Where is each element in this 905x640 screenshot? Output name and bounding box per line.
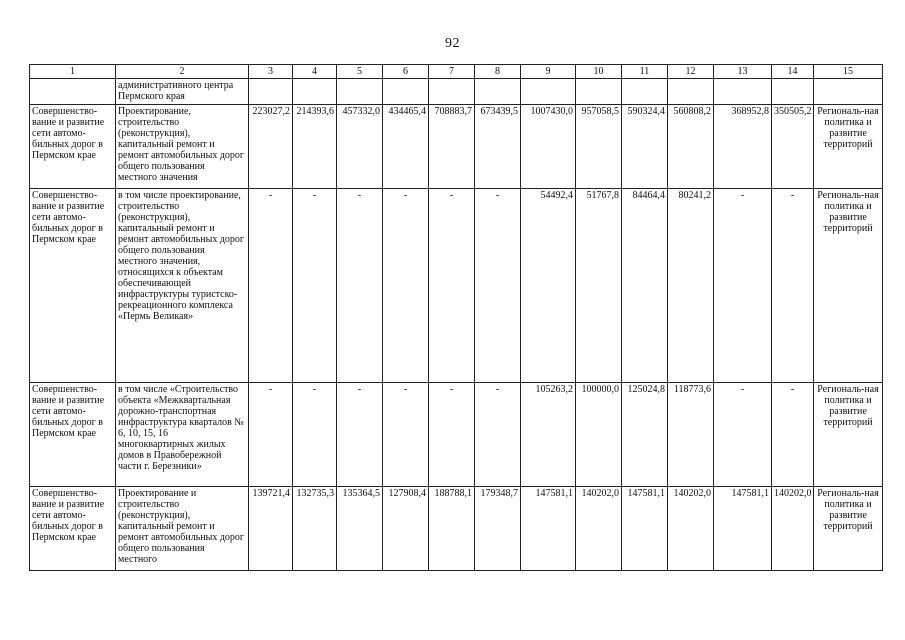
value-cell: 139721,4 xyxy=(249,487,293,571)
table-row xyxy=(30,383,883,487)
value-cell: - xyxy=(383,383,429,487)
responsible-cell: Региональ-ная политика и развитие территорий xyxy=(814,383,883,487)
budget-table xyxy=(29,64,883,571)
value-cell: - xyxy=(293,189,337,383)
column-header-11: 11 xyxy=(622,65,668,79)
value-cell: 350505,2 xyxy=(772,105,814,189)
responsible-cell: Региональ-ная политика и развитие территорий xyxy=(814,189,883,383)
page-number: 92 xyxy=(445,36,460,51)
measure-cell: Проектирование, строительство (реконструкция), капитальный ремонт и ремонт автомобильных дорог общего пользования местного значения xyxy=(116,105,249,189)
measure-cell: в том числе проектирование, строительство (реконструкция), капитальный ремонт и ремонт автомобильных дорог общего пользования местного значения, относящихся к объектам обеспечивающей инфраструктуры туристско-рекреационного комплекса «Пермь Великая» xyxy=(116,189,249,383)
continuation-row xyxy=(30,79,883,105)
value-cell: 434465,4 xyxy=(383,105,429,189)
value-cell: 214393,6 xyxy=(293,105,337,189)
column-number-row xyxy=(30,65,883,79)
value-cell: 560808,2 xyxy=(668,105,714,189)
value-cell: - xyxy=(383,189,429,383)
value-cell: 957058,5 xyxy=(576,105,622,189)
continuation-empty-cell xyxy=(429,79,475,105)
table-row xyxy=(30,189,883,383)
responsible-cell: Региональ-ная политика и развитие территорий xyxy=(814,105,883,189)
value-cell: 368952,8 xyxy=(714,105,772,189)
value-cell: 84464,4 xyxy=(622,189,668,383)
column-header-8: 8 xyxy=(475,65,521,79)
value-cell: 147581,1 xyxy=(714,487,772,571)
program-cell: Совершенство-вание и развитие сети автомо-бильных дорог в Пермском крае xyxy=(30,487,116,571)
value-cell: - xyxy=(429,383,475,487)
value-cell: 51767,8 xyxy=(576,189,622,383)
table-row xyxy=(30,487,883,571)
value-cell: - xyxy=(475,189,521,383)
value-cell: 708883,7 xyxy=(429,105,475,189)
value-cell: 140202,0 xyxy=(772,487,814,571)
value-cell: - xyxy=(772,383,814,487)
column-header-2: 2 xyxy=(116,65,249,79)
value-cell: 80241,2 xyxy=(668,189,714,383)
value-cell: 188788,1 xyxy=(429,487,475,571)
column-header-4: 4 xyxy=(293,65,337,79)
value-cell: - xyxy=(337,189,383,383)
continuation-empty-cell xyxy=(383,79,429,105)
continuation-empty-cell xyxy=(521,79,576,105)
value-cell: - xyxy=(714,189,772,383)
continuation-empty-cell xyxy=(576,79,622,105)
measure-cell: в том числе «Строительство объекта «Межквартальная дорожно-транспортная инфраструктура кварталов № 6, 10, 15, 16 многоквартирных жилых домов в Правобережной части г. Березники» xyxy=(116,383,249,487)
value-cell: - xyxy=(772,189,814,383)
value-cell: 125024,8 xyxy=(622,383,668,487)
column-header-6: 6 xyxy=(383,65,429,79)
value-cell: 147581,1 xyxy=(521,487,576,571)
value-cell: 118773,6 xyxy=(668,383,714,487)
value-cell: - xyxy=(293,383,337,487)
column-header-10: 10 xyxy=(576,65,622,79)
value-cell: 140202,0 xyxy=(668,487,714,571)
continuation-measure-cell: административного центра Пермского края xyxy=(116,79,249,105)
value-cell: 132735,3 xyxy=(293,487,337,571)
continuation-empty-cell xyxy=(475,79,521,105)
responsible-cell: Региональ-ная политика и развитие территорий xyxy=(814,487,883,571)
value-cell: 140202,0 xyxy=(576,487,622,571)
value-cell: - xyxy=(337,383,383,487)
continuation-empty-cell xyxy=(249,79,293,105)
column-header-3: 3 xyxy=(249,65,293,79)
column-header-12: 12 xyxy=(668,65,714,79)
value-cell: - xyxy=(249,189,293,383)
value-cell: - xyxy=(475,383,521,487)
column-header-13: 13 xyxy=(714,65,772,79)
continuation-empty-cell xyxy=(772,79,814,105)
value-cell: 179348,7 xyxy=(475,487,521,571)
table-row xyxy=(30,105,883,189)
value-cell: 100000,0 xyxy=(576,383,622,487)
continuation-empty-cell xyxy=(714,79,772,105)
value-cell: 54492,4 xyxy=(521,189,576,383)
value-cell: - xyxy=(429,189,475,383)
value-cell: 105263,2 xyxy=(521,383,576,487)
column-header-7: 7 xyxy=(429,65,475,79)
continuation-empty-cell xyxy=(293,79,337,105)
continuation-empty-cell xyxy=(668,79,714,105)
program-cell: Совершенство-вание и развитие сети автомо-бильных дорог в Пермском крае xyxy=(30,189,116,383)
continuation-program-cell xyxy=(30,79,116,105)
continuation-empty-cell xyxy=(622,79,668,105)
measure-cell: Проектирование и строительство (реконструкция), капитальный ремонт и ремонт автомобильных дорог общего пользования местного xyxy=(116,487,249,571)
continuation-empty-cell xyxy=(337,79,383,105)
table-body xyxy=(30,65,883,571)
value-cell: 1007430,0 xyxy=(521,105,576,189)
continuation-empty-cell xyxy=(814,79,883,105)
value-cell: 147581,1 xyxy=(622,487,668,571)
column-header-14: 14 xyxy=(772,65,814,79)
value-cell: 135364,5 xyxy=(337,487,383,571)
column-header-1: 1 xyxy=(30,65,116,79)
value-cell: 127908,4 xyxy=(383,487,429,571)
program-cell: Совершенство-вание и развитие сети автомо-бильных дорог в Пермском крае xyxy=(30,105,116,189)
program-cell: Совершенство-вание и развитие сети автомо-бильных дорог в Пермском крае xyxy=(30,383,116,487)
value-cell: - xyxy=(249,383,293,487)
value-cell: 673439,5 xyxy=(475,105,521,189)
value-cell: - xyxy=(714,383,772,487)
column-header-15: 15 xyxy=(814,65,883,79)
value-cell: 457332,0 xyxy=(337,105,383,189)
value-cell: 223027,2 xyxy=(249,105,293,189)
column-header-5: 5 xyxy=(337,65,383,79)
value-cell: 590324,4 xyxy=(622,105,668,189)
column-header-9: 9 xyxy=(521,65,576,79)
